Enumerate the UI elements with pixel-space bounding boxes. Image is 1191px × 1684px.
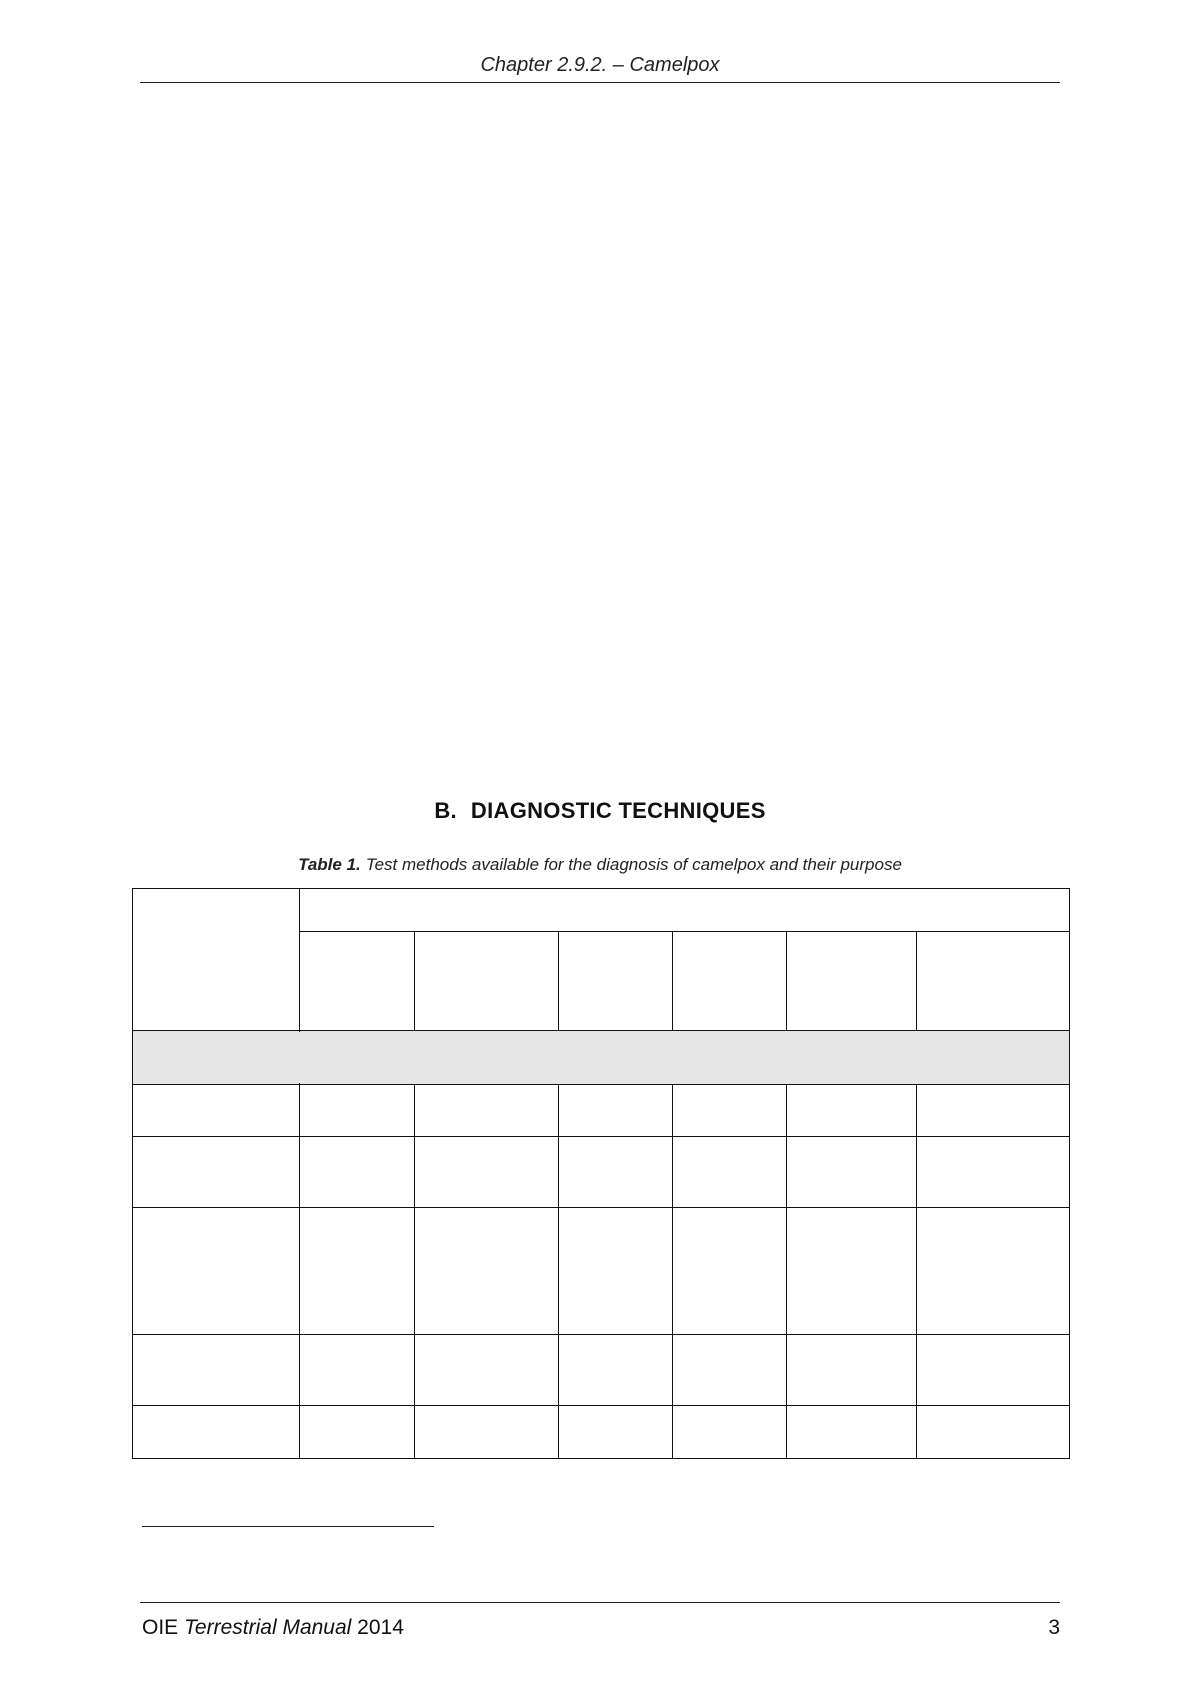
footnote-rule bbox=[142, 1526, 434, 1527]
header-rule bbox=[140, 82, 1060, 83]
table-column-line bbox=[916, 931, 917, 1030]
table-row-line bbox=[132, 1334, 1070, 1335]
footer-manual-name: Terrestrial Manual bbox=[184, 1616, 352, 1639]
table-border-right bbox=[1069, 888, 1070, 1459]
footer-org: OIE bbox=[142, 1616, 179, 1639]
table-column-line bbox=[916, 1084, 917, 1458]
table-row-line bbox=[132, 1136, 1070, 1137]
table-column-line bbox=[414, 931, 415, 1030]
table-row-line bbox=[132, 1405, 1070, 1406]
diagnostic-methods-table bbox=[132, 888, 1069, 1458]
table-caption bbox=[130, 855, 1070, 875]
shaded-subheader-row bbox=[132, 1030, 1069, 1084]
footer-rule bbox=[140, 1602, 1060, 1603]
shaded-row-mask bbox=[299, 1032, 302, 1083]
table-column-line bbox=[786, 1084, 787, 1458]
page-number: 3 bbox=[1048, 1616, 1060, 1639]
table-caption-text: Test methods available for the diagnosis of camelpox and their purpose bbox=[365, 855, 902, 874]
table-column-line bbox=[414, 1084, 415, 1458]
table-row-line bbox=[132, 1030, 1070, 1031]
table-row-line bbox=[132, 1458, 1070, 1459]
footer-manual-title bbox=[142, 1616, 404, 1640]
footer-year: 2014 bbox=[357, 1616, 404, 1639]
table-row-line bbox=[132, 1084, 1070, 1085]
table-column-line bbox=[558, 1084, 559, 1458]
table-border-top bbox=[132, 888, 1069, 889]
table-row-line bbox=[132, 1207, 1070, 1208]
running-head: Chapter 2.9.2. – Camelpox bbox=[480, 54, 720, 76]
table-column-line bbox=[558, 931, 559, 1030]
section-heading bbox=[130, 798, 1070, 824]
section-title: DIAGNOSTIC TECHNIQUES bbox=[470, 798, 766, 823]
table-column-line bbox=[786, 931, 787, 1030]
table-column-line bbox=[672, 931, 673, 1030]
section-number: B. bbox=[434, 798, 457, 823]
table-column-line bbox=[672, 1084, 673, 1458]
table-border-left bbox=[132, 888, 133, 1458]
table-column-line bbox=[299, 888, 300, 1458]
table-caption-label: Table 1. bbox=[298, 855, 361, 874]
